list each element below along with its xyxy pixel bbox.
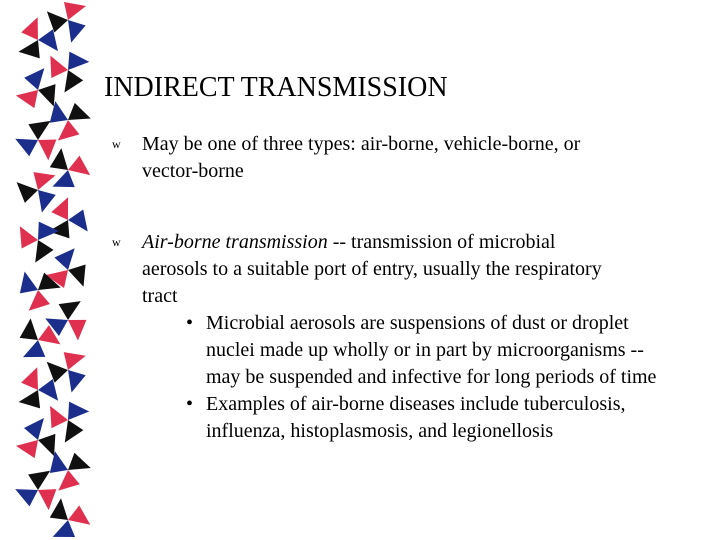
sub-bullet-dot-icon: • bbox=[186, 312, 194, 334]
bullet-airborne-text: -- transmission of microbial aerosols to a suitable port of entry, usually the respiratory tract bbox=[142, 231, 602, 307]
pinwheel-icon bbox=[13, 171, 56, 214]
bullet-list bbox=[112, 131, 712, 445]
bullet-types bbox=[112, 131, 712, 185]
sub-bullet-examples bbox=[142, 391, 712, 445]
pinwheel-border bbox=[0, 0, 100, 540]
pinwheel-icon bbox=[50, 497, 94, 540]
pinwheel-icon bbox=[50, 101, 93, 144]
bullet-types-text: May be one of three types: air-borne, vehicle-borne, or vector-borne bbox=[142, 133, 581, 182]
bullet-airborne bbox=[112, 229, 712, 445]
sub-bullet-examples-text: Examples of air-borne diseases include tuberculosis, influenza, histoplasmosis, and legionellosis bbox=[206, 393, 626, 442]
bullet-airborne-emphasis: Air-borne transmission bbox=[142, 231, 328, 253]
bullet-marker-icon: w bbox=[112, 137, 121, 151]
sub-bullet-dot-icon: • bbox=[186, 393, 194, 415]
pinwheel-icon bbox=[50, 451, 93, 494]
bullet-marker-icon: w bbox=[112, 235, 121, 249]
pinwheel-icon bbox=[16, 222, 60, 266]
sub-bullet-aerosols-text: Microbial aerosols are suspensions of dust or droplet nuclei made up wholly or in part by microorganisms -- may be suspended and infective for long periods of time bbox=[206, 312, 657, 388]
pinwheel-icon bbox=[13, 117, 57, 161]
sub-bullet-aerosols bbox=[142, 310, 712, 391]
pinwheel-icon bbox=[13, 467, 57, 511]
pinwheel-icon bbox=[50, 147, 94, 191]
slide-title: INDIRECT TRANSMISSION bbox=[104, 72, 448, 103]
